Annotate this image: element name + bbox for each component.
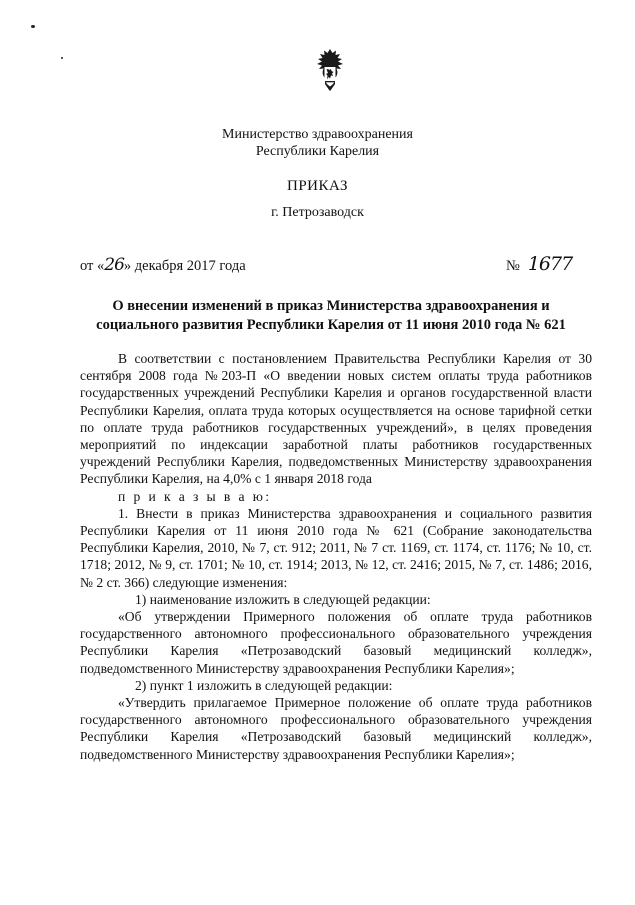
city: г. Петрозаводск	[271, 205, 364, 220]
new-title-quote: «Об утверждении Примерного положения об оплате труда работников государственного автономного профессионального образовательного учреждения Республики Карелия «Петрозаводский базовый медицинский колледж», подведомственного Министерству здравоохранения Республики Карелия»;	[80, 609, 592, 676]
order-number	[506, 253, 572, 275]
coat-of-arms-icon	[313, 48, 347, 92]
new-item-1-quote: «Утвердить прилагаемое Примерное положение об оплате труда работников государственного автономного профессионального образовательного учреждения Республики Карелия «Петрозаводский базовый медицинский колледж», подведомственного Министерству здравоохранения Республики Карелия»;	[80, 695, 592, 762]
date-suffix: » декабря 2017 года	[123, 258, 246, 274]
document-body	[80, 350, 592, 763]
document-type: ПРИКАЗ	[287, 178, 348, 194]
subitem-2-paragraph: 2) пункт 1 изложить в следующей редакции:	[135, 677, 393, 693]
order-word: п р и к а з ы в а ю:	[118, 488, 272, 504]
ministry-line-2: Республики Карелия	[255, 144, 380, 159]
scan-speck	[31, 25, 35, 28]
title-line-2: социального развития Республики Карелия от 11 июня 2010 года № 621	[96, 317, 566, 333]
scan-speck	[61, 57, 63, 59]
ministry-name	[0, 126, 635, 160]
preamble-paragraph: В соответствии с постановлением Правительства Республики Карелия от 30 сентября 2008 года №203-П «О введении новых систем оплаты труда работников государственных учреждений Республики Карелия и органов государственной власти Республики Карелия, оплата труда которых осуществляется на основе тарифной сетки по оплате труда работников государственных учреждений», в целях проведения мероприятий по индексации заработной платы работников государственных учреждений Республики Карелия, подведомственных Министерству здравоохранения Республики Карелия, на 4,0% с 1 января 2018 года	[80, 351, 592, 487]
ministry-line-1: Министерство здравоохранения	[222, 127, 413, 142]
handwritten-number: 1677	[527, 253, 573, 275]
subitem-1-paragraph: 1) наименование изложить в следующей редакции:	[135, 591, 431, 607]
number-sign: №	[506, 258, 520, 274]
handwritten-day: 26	[104, 255, 124, 275]
item-1-paragraph: 1. Внести в приказ Министерства здравоохранения и социального развития Республики Карелия от 11 июня 2010 года № 621 (Собрание законодательства Республики Карелия, 2010, № 7, ст. 912; 2011, № 7 ст. 1169, ст. 1174, ст. 1176; № 10, ст. 1718; 2012, № 9, ст. 1701; № 10, ст. 1914; 2013, № 12, ст. 2416; 2015, № 7, ст. 1486; 2016, № 2 ст. 366) следующие изменения:	[80, 505, 592, 590]
document-title	[50, 297, 612, 335]
title-line-1: О внесении изменений в приказ Министерства здравоохранения и	[112, 298, 550, 314]
order-date	[80, 255, 246, 275]
date-prefix: от «	[80, 258, 105, 274]
